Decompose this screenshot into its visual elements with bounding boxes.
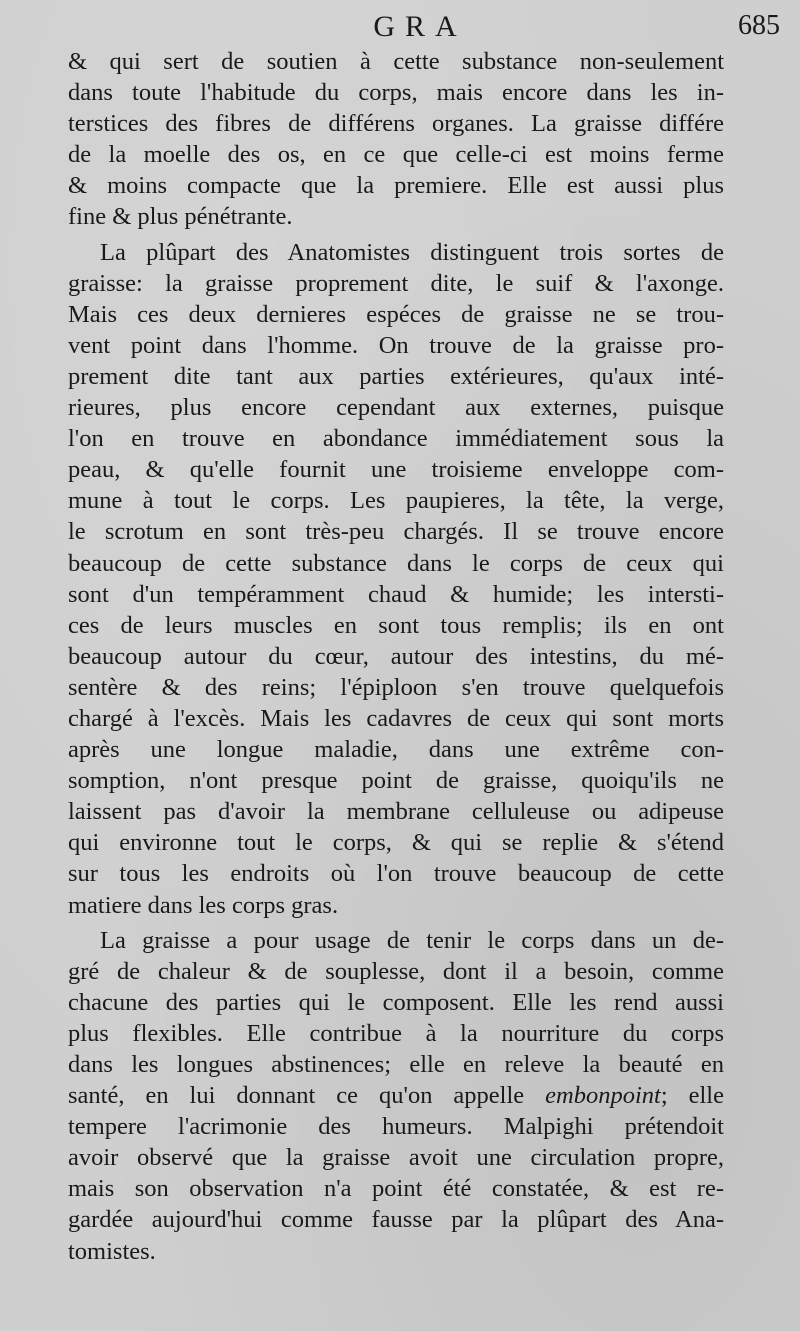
text-line: gardée aujourd'hui comme fausse par la plûpart des Ana- <box>68 1206 724 1234</box>
text-line: plus flexibles. Elle contribue à la nourriture du corps <box>68 1019 724 1047</box>
paragraph-3 <box>68 925 724 1267</box>
text-line: beaucoup autour du cœur, autour des intestins, du mé- <box>68 642 724 670</box>
text-line: laissent pas d'avoir la membrane celluleuse ou adipeuse <box>68 798 724 826</box>
text-line: La plûpart des Anatomistes distinguent trois sortes de <box>100 238 724 266</box>
text-line: matiere dans les corps gras. <box>68 891 339 919</box>
page-header <box>60 10 780 50</box>
text-line: l'on en trouve en abondance immédiatement sous la <box>68 425 724 453</box>
line-text: santé, en lui donnant ce qu'on appelle <box>68 1082 525 1110</box>
text-line: rieures, plus encore cependant aux externes, puisque <box>68 394 724 422</box>
text-line: beaucoup de cette substance dans le corps de ceux qui <box>68 549 724 577</box>
text-line: de la moelle des os, en ce que celle-ci est moins ferme <box>68 141 724 169</box>
text-line: La graisse a pour usage de tenir le corps dans un de- <box>100 926 724 954</box>
text-line: dans toute l'habitude du corps, mais encore dans les in- <box>68 79 724 107</box>
text-line: le scrotum en sont très-peu chargés. Il se trouve encore <box>68 518 724 546</box>
text-line: vent point dans l'homme. On trouve de la graisse pro- <box>68 331 724 359</box>
text-line: terstices des fibres de différens organes. La graisse différe <box>68 110 724 138</box>
running-head: GRA <box>373 10 467 43</box>
text-line: fine & plus pénétrante. <box>68 203 293 231</box>
text-line: & qui sert de soutien à cette substance non-seulement <box>68 48 724 75</box>
text-line: graisse: la graisse proprement dite, le suif & l'axonge. <box>68 269 724 297</box>
paragraph-1 <box>68 46 724 233</box>
text-line: peau, & qu'elle fournit une troisieme enveloppe com- <box>68 456 724 484</box>
line-text: ; elle <box>660 1082 724 1110</box>
text-line: Mais ces deux dernieres espéces de graisse ne se trou- <box>68 300 724 328</box>
text-line: après une longue maladie, dans une extrême con- <box>68 736 724 764</box>
text-line: somption, n'ont presque point de graisse, quoiqu'ils ne <box>68 767 724 795</box>
text-line: prement dite tant aux parties extérieures, qu'aux inté- <box>68 362 724 390</box>
text-line: chacune des parties qui le composent. Elle les rend aussi <box>68 988 724 1016</box>
text-line: avoir observé que la graisse avoit une circulation propre, <box>68 1144 724 1172</box>
text-line-with-italic <box>68 1080 724 1111</box>
paragraph-2 <box>68 237 724 921</box>
text-line: & moins compacte que la premiere. Elle est aussi plus <box>68 172 724 200</box>
text-line: sont d'un tempéramment chaud & humide; les intersti- <box>68 580 724 608</box>
text-line: sur tous les endroits où l'on trouve beaucoup de cette <box>68 860 724 888</box>
text-line: mais son observation n'a point été constatée, & est re- <box>68 1175 724 1203</box>
text-line: gré de chaleur & de souplesse, dont il a besoin, comme <box>68 957 724 985</box>
italic-term: embonpoint <box>545 1082 661 1110</box>
text-line: dans les longues abstinences; elle en releve la beauté en <box>68 1051 724 1078</box>
text-line: tomistes. <box>68 1237 156 1265</box>
text-line: qui environne tout le corps, & qui se replie & s'étend <box>68 829 724 857</box>
text-line: ces de leurs muscles en sont tous remplis; ils en ont <box>68 611 724 639</box>
text-line: mune à tout le corps. Les paupieres, la tête, la verge, <box>68 487 724 515</box>
text-line: tempere l'acrimonie des humeurs. Malpighi prétendoit <box>68 1113 724 1141</box>
page-number: 685 <box>738 10 780 41</box>
body-text <box>68 46 724 1267</box>
text-line: chargé à l'excès. Mais les cadavres de ceux qui sont morts <box>68 704 724 732</box>
text-line: sentère & des reins; l'épiploon s'en trouve quelquefois <box>68 673 724 701</box>
